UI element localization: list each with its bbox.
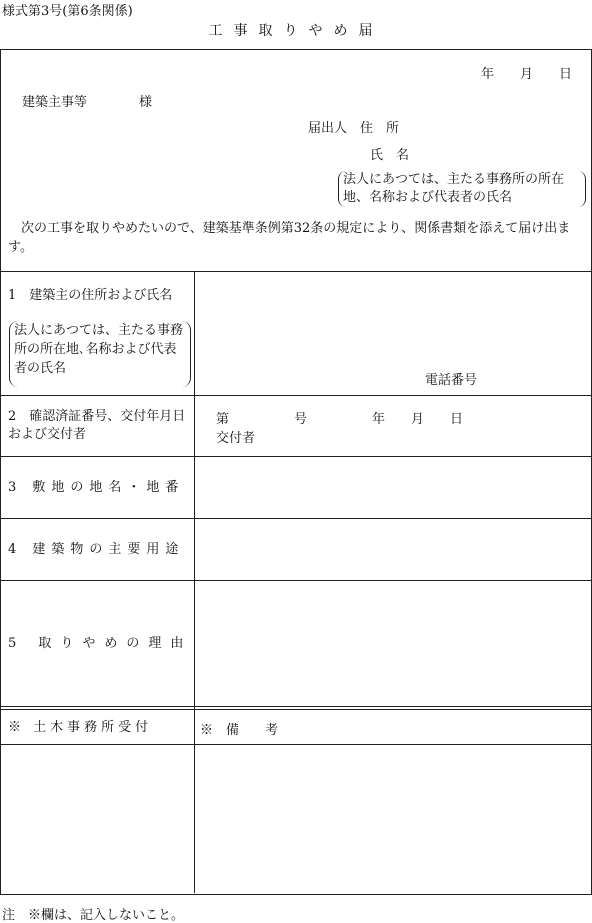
column-divider [194, 271, 195, 893]
row5-label: 5 取りやめの理由 [8, 636, 193, 651]
applicant-address-label: 届出人 住 所 [308, 121, 400, 136]
row4-label: 4 建築物の主要用途 [8, 542, 185, 557]
corporate-note: 法人にあつては、主たる事務所の所在地、名称および代表者の氏名 [338, 171, 586, 207]
form-title: 工事取りやめ届 [208, 23, 384, 39]
divider-office-header [1, 744, 591, 745]
footer-note: 注 ※欄は、記入しないこと。 [2, 908, 185, 923]
row1-label: 1 建築主の住所および氏名 [8, 288, 173, 303]
divider-row4 [1, 580, 591, 581]
form-number: 様式第3号(第6条関係) [2, 4, 133, 19]
office-reception-label: ※ 土木事務所受付 [8, 720, 153, 735]
divider-row1 [1, 395, 591, 396]
row2-number-date: 第 号 年 月 日 [216, 412, 464, 427]
divider-row5-double [1, 709, 591, 710]
remarks-label: ※ 備 考 [200, 723, 279, 738]
divider-row5 [1, 706, 591, 707]
row1-phone-label: 電話番号 [425, 373, 478, 388]
date-field[interactable]: 年 月 日 [480, 67, 572, 82]
divider-row3 [1, 518, 591, 519]
divider-notice [1, 271, 591, 272]
row2-issuer-label: 交付者 [216, 431, 256, 446]
row3-label: 3 敷地の地名・地番 [8, 480, 185, 495]
addressee: 建築主事等 様 [22, 95, 153, 110]
request-text: 次の工事を取りやめたいので、建築基準条例第32条の規定により、関係書類を添えて届け出ます。 [8, 221, 571, 255]
row2-label: 2 確認済証番号、交付年月日および交付者 [8, 409, 186, 442]
row1-corporate-note: 法人にあつては、主たる事務所の所在地､名称および代表者の氏名 [9, 321, 191, 387]
divider-row2 [1, 456, 591, 457]
applicant-name-label: 氏 名 [370, 148, 410, 163]
